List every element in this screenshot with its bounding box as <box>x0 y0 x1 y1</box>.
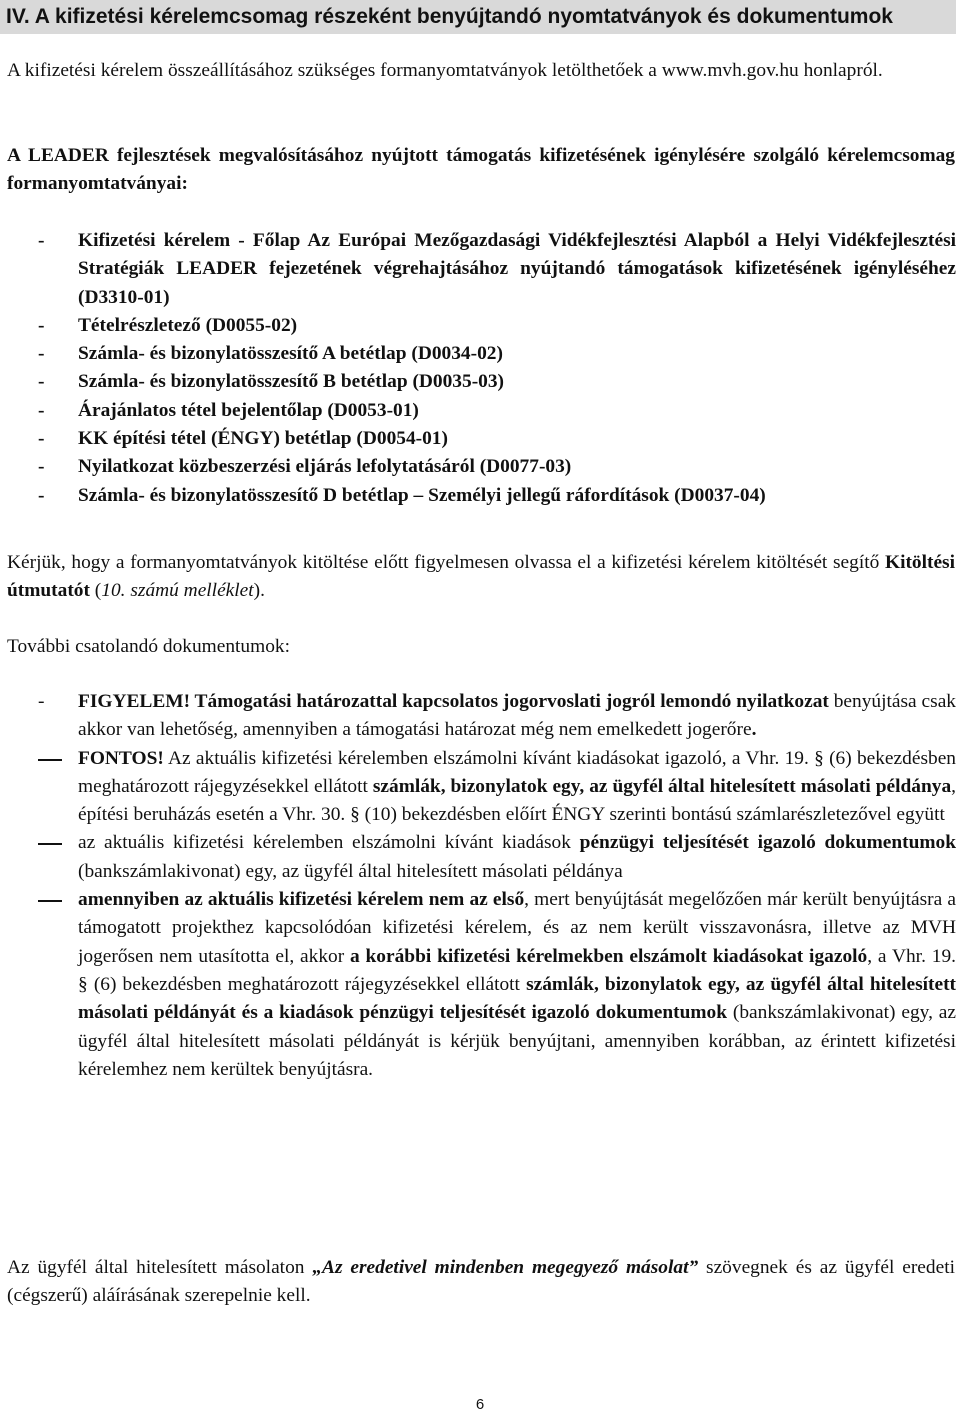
list-item <box>0 886 956 1084</box>
closing-paragraph <box>7 1254 955 1311</box>
attachments-list <box>0 688 956 1084</box>
list-item-text: Nyilatkozat közbeszerzési eljárás lefolytatásáról (D0077-03) <box>78 456 572 478</box>
list-item-text: Árajánlatos tétel bejelentőlap (D0053-01) <box>78 399 419 421</box>
dash-bullet: - <box>38 343 45 365</box>
dash-bullet: - <box>38 399 45 421</box>
list-item <box>0 397 956 425</box>
notice-text: amennyiben az aktuális kifizetési kérelem nem az első <box>78 889 525 911</box>
list-item <box>0 482 956 510</box>
list-item <box>0 829 956 886</box>
guide-text: Kérjük, hogy a formanyomtatványok kitöltése előtt figyelmesen olvassa el a kifizetési kérelem kitöltését segítő <box>7 552 885 573</box>
list-item-text: Számla- és bizonylatösszesítő D betétlap – Személyi jellegű ráfordítások (D0037-04) <box>78 484 766 506</box>
forms-intro-paragraph: A LEADER fejlesztések megvalósításához nyújtott támogatás kifizetésének igénylésére szolgáló kérelemcsomag formanyomtatványai: <box>7 145 955 195</box>
notice-text: (bankszámlakivonat) egy, az ügyfél által hitelesített másolati példányát is kérjük benyújtani, amennyiben korábban, az érintett kifizetési kérelemhez nem kerültek benyújtásra. <box>78 1002 957 1080</box>
notice-text: az aktuális kifizetési kérelemben elszámolni kívánt kiadások <box>78 832 580 854</box>
guide-title: Kitöltési útmutatót <box>7 552 955 602</box>
list-item <box>0 368 956 396</box>
closing-text: Az ügyfél által hitelesített másolaton <box>7 1257 313 1278</box>
list-item-text: Kifizetési kérelem - Főlap Az Európai Mezőgazdasági Vidékfejlesztési Alapból a Helyi Vidékfejlesztési Stratégiák LEADER fejezetének végrehajtásához nyújtandó támogatások kifizetésének igényléséhez (D3310-01) <box>78 230 956 308</box>
notice-text: a korábbi kifizetési kérelmekben elszámolt kiadásokat igazoló <box>350 945 868 967</box>
section-heading: IV. A kifizetési kérelemcsomag részeként benyújtandó nyomtatványok és dokumentumok <box>0 0 956 34</box>
list-item <box>0 745 956 830</box>
dash-bullet: - <box>38 484 45 506</box>
dash-bullet: - <box>38 428 45 450</box>
page-number: 6 <box>475 1396 485 1413</box>
dash-bullet: - <box>38 371 45 393</box>
notice-text: pénzügyi teljesítését igazoló dokumentumok <box>579 832 956 854</box>
dash-bullet: - <box>38 314 45 336</box>
notice-text: FIGYELEM! Támogatási határozattal kapcsolatos jogorvoslati jogról lemondó nyilatkozat <box>78 691 829 712</box>
list-item <box>0 312 956 340</box>
list-item-text: Tételrészletező (D0055-02) <box>78 314 298 336</box>
list-item <box>0 453 956 481</box>
guide-text: ( <box>89 580 102 602</box>
notice-text: . <box>751 719 757 741</box>
list-item <box>0 688 956 745</box>
list-item <box>0 340 956 368</box>
guide-text: ). <box>253 580 265 602</box>
forms-list <box>0 227 956 510</box>
list-item-text: Számla- és bizonylatösszesítő A betétlap (D0034-02) <box>78 343 503 365</box>
notice-text: benyújtása csak akkor van lehetőség, amennyiben a támogatási határozat még nem emelkedett jogerőre <box>78 691 956 741</box>
notice-text: Az aktuális kifizetési kérelemben elszámolni kívánt kiadásokat igazoló, a Vhr. 19. § (6) bekezdésben meghatározott rájegyzésekkel ellátott <box>78 747 956 797</box>
em-dash-bullet <box>38 843 62 845</box>
list-item-text: Számla- és bizonylatösszesítő B betétlap (D0035-03) <box>78 371 505 393</box>
closing-text: szövegnek és az ügyfél eredeti (cégszerű) aláírásának szerepelnie kell. <box>7 1257 955 1307</box>
notice-text: számlák, bizonylatok egy, az ügyfél által hitelesített másolati példányát és a kiadások pénzügyi teljesítését igazoló dokumentumok <box>78 973 956 1024</box>
dash-bullet: - <box>38 230 45 251</box>
dash-bullet: - <box>38 691 45 712</box>
notice-text: számlák, bizonylatok egy, az ügyfél által hitelesített másolati példánya <box>372 775 952 797</box>
notice-text: (bankszámlakivonat) egy, az ügyfél által hitelesített másolati példánya <box>78 860 623 882</box>
list-item-text: KK építési tétel (ÉNGY) betétlap (D0054-01) <box>78 428 448 450</box>
notice-text: , építési beruházás esetén a Vhr. 30. § (10) bekezdésben előírt ÉNGY szerinti bontású számlarészletezővel együtt <box>78 775 956 826</box>
dash-bullet: - <box>38 456 45 478</box>
guide-paragraph <box>7 549 955 606</box>
quoted-stamp-text: „Az eredetivel mindenben megegyező másolat” <box>312 1257 699 1278</box>
notice-text: , mert benyújtását megelőzően már került benyújtásra a támogatott projekthez kapcsolódóan kifizetési kérelem, és az nem került visszavonásra, illetve az MVH jogerősen nem utasította el, akkor <box>78 889 956 967</box>
annex-reference: 10. számú melléklet <box>101 580 254 602</box>
attachments-title: További csatolandó dokumentumok: <box>7 636 290 657</box>
intro-paragraph: A kifizetési kérelem összeállításához szükséges formanyomtatványok letölthetőek a www.mvh.gov.hu honlapról. <box>7 60 883 81</box>
notice-text: , a Vhr. 19. § (6) bekezdésben meghatározott rájegyzésekkel ellátott <box>78 945 956 995</box>
em-dash-bullet <box>38 900 62 902</box>
notice-text: FONTOS! <box>78 747 164 769</box>
em-dash-bullet <box>38 759 62 761</box>
list-item <box>0 425 956 453</box>
list-item <box>0 227 956 312</box>
